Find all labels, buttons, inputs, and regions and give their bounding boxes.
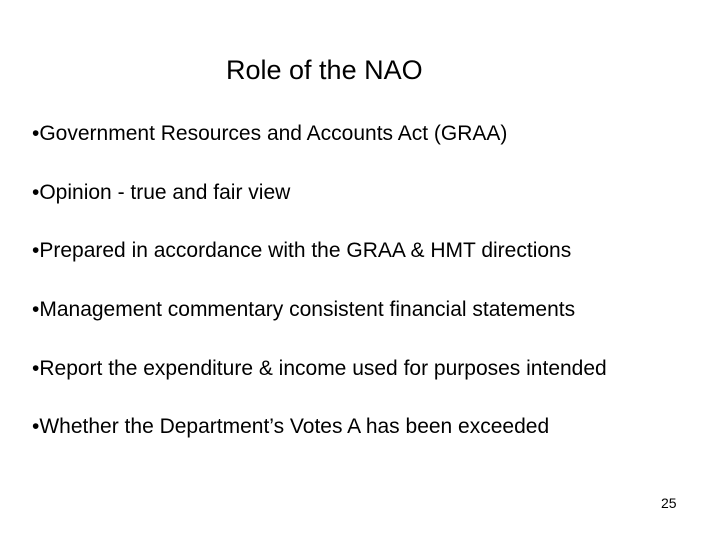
page-number: 25 bbox=[661, 495, 677, 511]
bullet-item-prepared: •Prepared in accordance with the GRAA & HMT directions bbox=[32, 239, 572, 263]
bullet-item-votes-exceeded: •Whether the Department’s Votes A has been exceeded bbox=[32, 415, 550, 439]
slide-title: Role of the NAO bbox=[226, 55, 423, 85]
bullet-item-report-expenditure: •Report the expenditure & income used for purposes intended bbox=[32, 356, 607, 380]
bullet-item-opinion: •Opinion - true and fair view bbox=[32, 180, 291, 204]
bullet-item-management-commentary: •Management commentary consistent financial statements bbox=[32, 298, 576, 322]
bullet-list bbox=[32, 120, 607, 472]
bullet-item-graa: •Government Resources and Accounts Act (GRAA) bbox=[32, 122, 508, 145]
